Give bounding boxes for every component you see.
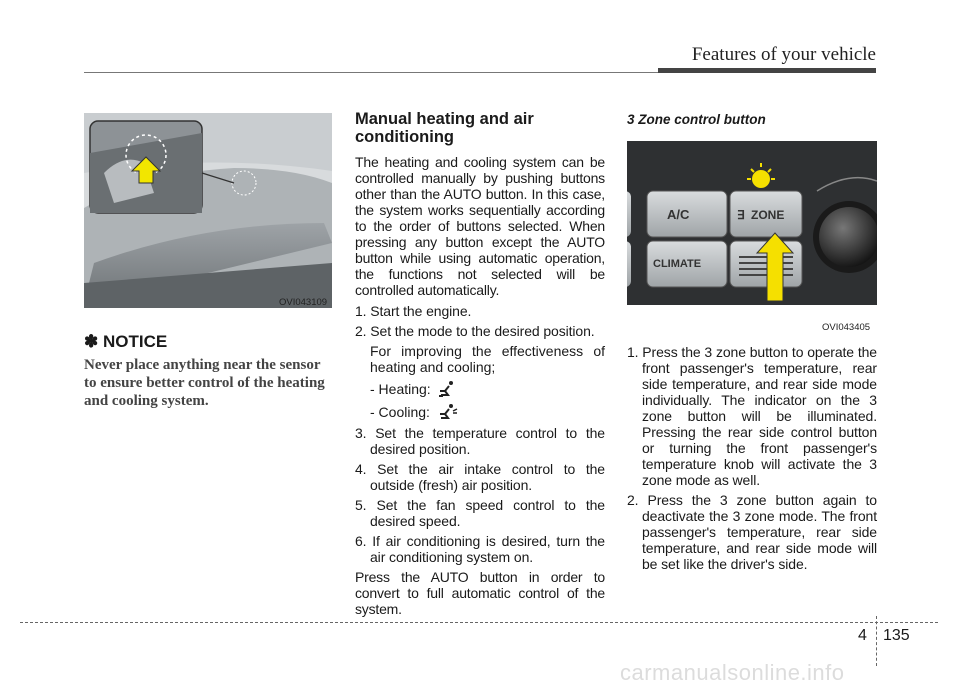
footer-rule — [20, 622, 938, 623]
zone-button: ZONE — [751, 208, 785, 222]
zone-step-2: 2. Press the 3 zone button again to deactivate the 3 zone mode. The front passenger's temperature, rear side temperature, and rear side mode will be set like the driver's side. — [627, 492, 877, 572]
zone-step-1: 1. Press the 3 zone button to operate the front passenger's temperature, rear side temperature, and rear side mode individually. The indicator on the 3 zone button will be illuminated. Pressing the rear side control button or turning the front passenger's temperature knob will activate the 3 zone mode as well. — [627, 344, 877, 488]
zone-subtitle: 3 Zone control button — [627, 112, 766, 127]
step-1: 1. Start the engine. — [355, 303, 472, 319]
notice-body: Never place anything near the sensor to ensure better control of the heating and cooling system. — [84, 357, 325, 409]
outro-paragraph: Press the AUTO button in order to convert to full automatic control of the system. — [355, 569, 605, 617]
zone-steps — [627, 344, 877, 576]
step-6: 6. If air conditioning is desired, turn the air conditioning system on. — [355, 533, 605, 565]
header-rule-accent — [658, 68, 876, 73]
page-number: 135 — [883, 627, 910, 644]
figure-caption-right: OVI043405 — [822, 322, 871, 333]
page-header-title: Features of your vehicle — [691, 44, 876, 65]
footer-divider — [876, 616, 877, 666]
step-4: 4. Set the air intake control to the outside (fresh) air position. — [355, 461, 605, 493]
step-5: 5. Set the fan speed control to the desired speed. — [355, 497, 605, 529]
heating-mode-icon — [437, 380, 457, 398]
climate-button: CLIMATE — [653, 258, 702, 270]
ac-button: A/C — [667, 207, 690, 222]
figure-caption-left: OVI043109 — [279, 297, 328, 308]
chapter-number: 4 — [858, 627, 867, 644]
step-3: 3. Set the temperature control to the desired position. — [355, 425, 605, 457]
step-2-detail: For improving the effectiveness of heating and cooling; — [370, 343, 605, 375]
zone-section-heading — [627, 110, 877, 127]
cooling-mode-icon — [436, 403, 458, 421]
watermark: carmanualsonline.info — [620, 660, 845, 685]
heating-mode — [370, 379, 605, 399]
intro-paragraph: The heating and cooling system can be controlled manually by pushing buttons other than the AUTO button. In this case, the system works sequentially according to the order of buttons selected. When pressing any button except the AUTO button while using automatic operation, the functions not selected will be controlled automatically. — [355, 154, 605, 298]
windshield-sensor-figure — [84, 113, 332, 308]
manual-section — [355, 110, 605, 622]
zone-button-number: ∃ — [737, 208, 745, 222]
notice-title: ✽ NOTICE — [84, 332, 168, 351]
step-2: 2. Set the mode to the desired position. — [355, 323, 595, 339]
section-title: Manual heating and air conditioning — [355, 110, 534, 146]
cooling-mode — [370, 402, 605, 422]
cooling-label: - Cooling: — [370, 404, 430, 420]
heating-label: - Heating: — [370, 381, 431, 397]
zone-control-figure — [627, 141, 877, 305]
